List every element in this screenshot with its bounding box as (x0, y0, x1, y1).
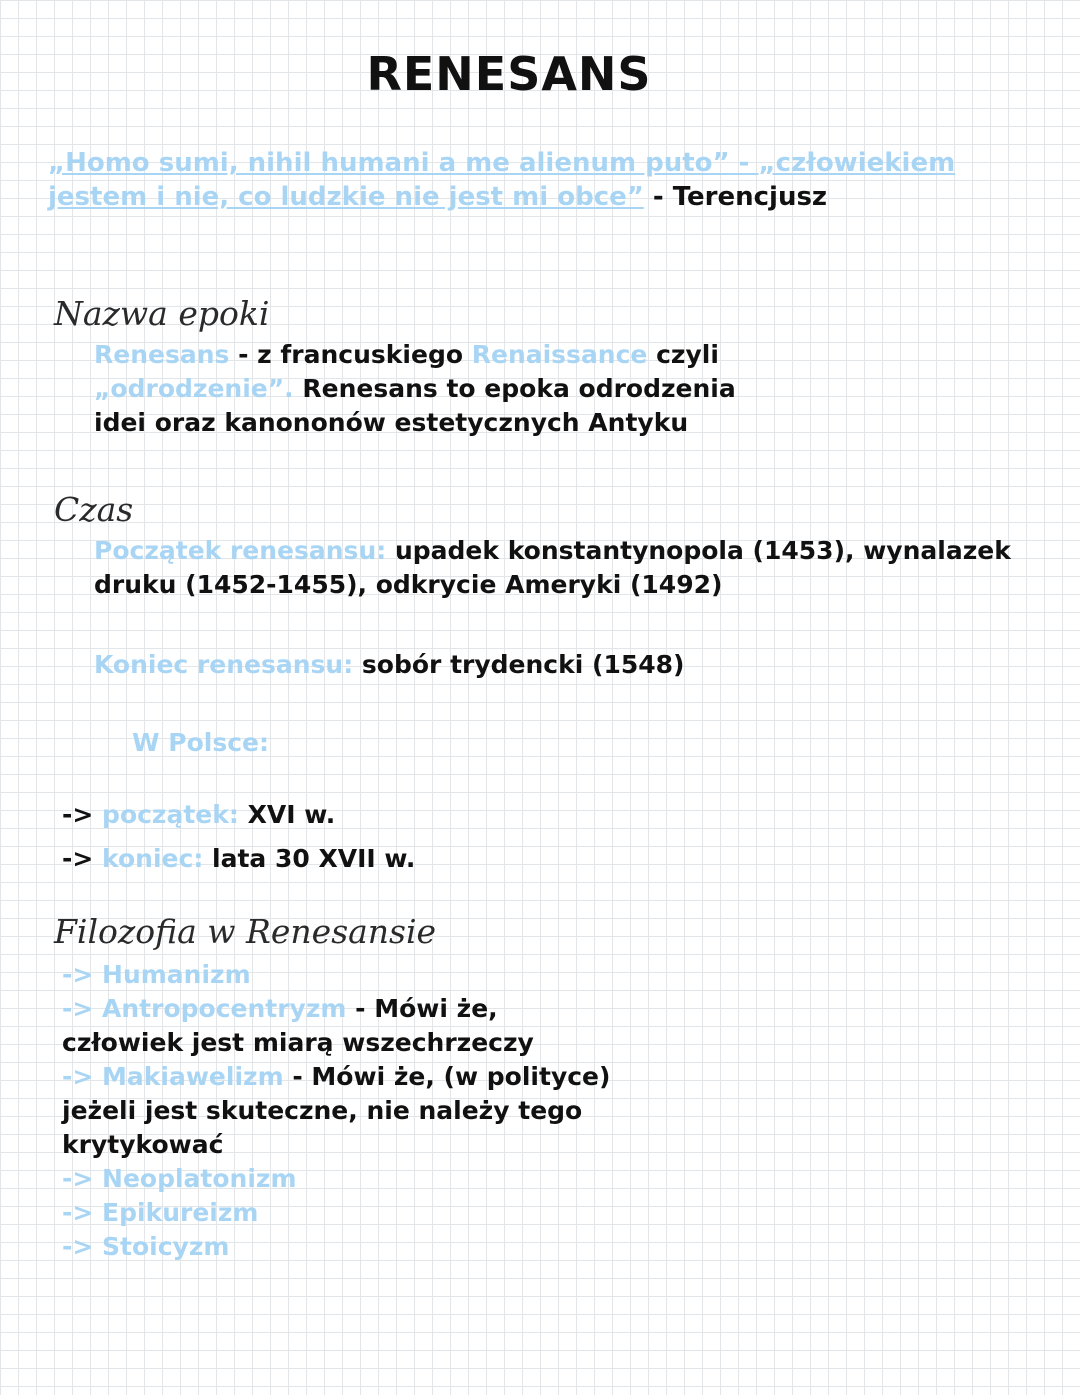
item-label: -> Neoplatonizm (62, 1164, 297, 1193)
list-item (62, 1230, 622, 1264)
start-text: upadek konstantynopola (1453), wynalazek druku (1452-1455), odkrycie Ameryki (1492) (94, 536, 1011, 599)
czas-end-paragraph (94, 648, 894, 682)
nazwa-text-1: - z francuskiego (229, 340, 472, 369)
page-title: RENESANS (366, 47, 652, 101)
term-renesans: Renesans (94, 340, 230, 369)
item-label: -> Antropocentryzm (62, 994, 347, 1023)
pl-end-text: lata 30 XVII w. (203, 844, 416, 873)
end-text: sobór trydencki (1548) (353, 650, 685, 679)
end-label: Koniec renesansu: (94, 650, 354, 679)
item-label: -> Humanizm (62, 960, 251, 989)
item-label: -> Stoicyzm (62, 1232, 230, 1261)
section-heading-nazwa: Nazwa epoki (54, 294, 270, 333)
term-renaissance: Renaissance (471, 340, 648, 369)
philosophy-list (62, 958, 622, 1264)
quote-separator: - (729, 148, 759, 178)
arrow-icon: -> (62, 844, 94, 873)
arrow-icon: -> (62, 800, 94, 829)
section-heading-filozofia: Filozofia w Renesansie (54, 912, 437, 951)
item-label: -> Makiawelizm (62, 1062, 284, 1091)
nazwa-text-3: Renesans to epoka odrodzenia idei oraz kanononów estetycznych Antyku (94, 374, 736, 437)
list-item (62, 1162, 622, 1196)
czas-start-paragraph (94, 534, 1034, 602)
list-item (62, 1196, 622, 1230)
item-text: - Mówi że, (w polityce) jeżeli jest skuteczne, nie należy tego krytykować (62, 1062, 611, 1159)
item-text: - Mówi że, człowiek jest miarą wszechrzeczy (62, 994, 534, 1057)
pl-start-text: XVI w. (238, 800, 336, 829)
poland-subheading: W Polsce: (132, 728, 269, 757)
nazwa-paragraph (94, 338, 794, 440)
poland-start-row (62, 798, 335, 832)
pl-start-label: początek: (102, 800, 239, 829)
list-item (62, 992, 622, 1060)
quote-author: - Terencjusz (643, 182, 828, 212)
term-odrodzenie: „odrodzenie”. (94, 374, 294, 403)
epigraph-quote (48, 146, 1038, 214)
list-item (62, 1060, 622, 1162)
pl-end-label: koniec: (102, 844, 204, 873)
quote-polish: „człowiekiem jestem i nie, co ludzkie nie jest mi obce” (48, 148, 956, 212)
nazwa-text-2: czyli (647, 340, 719, 369)
item-label: -> Epikureizm (62, 1198, 259, 1227)
start-label: Początek renesansu: (94, 536, 387, 565)
poland-end-row (62, 842, 415, 876)
list-item (62, 958, 622, 992)
section-heading-czas: Czas (54, 490, 134, 529)
quote-latin: „Homo sumi, nihil humani a me alienum puto” (48, 148, 730, 178)
